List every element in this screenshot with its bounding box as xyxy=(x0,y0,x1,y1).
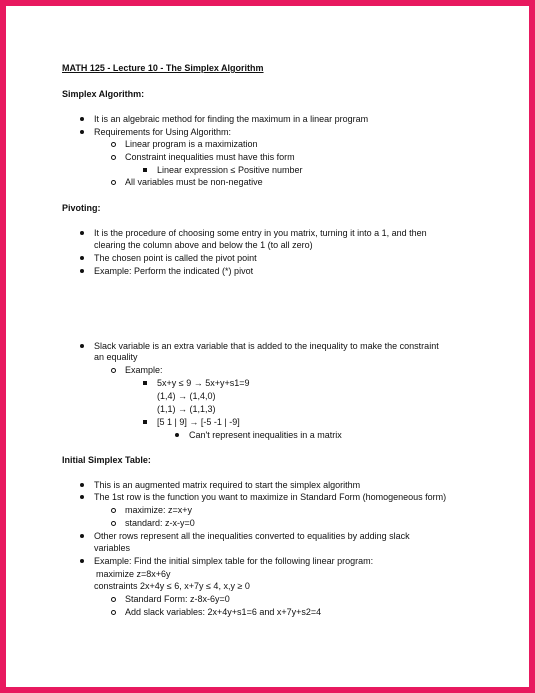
list-item: It is an algebraic method for finding the maximum in a linear program xyxy=(94,114,369,124)
list-item: Example: Perform the indicated (*) pivot xyxy=(94,266,254,276)
page-title: MATH 125 - Lecture 10 - The Simplex Algorithm xyxy=(62,63,264,73)
list-item: Example: Find the initial simplex table for the following linear program: xyxy=(94,556,374,566)
list-item: Constraint inequalities must have this form xyxy=(125,152,295,162)
list-item: Linear program is a maximization xyxy=(125,139,258,149)
section-heading-simplex: Simplex Algorithm: xyxy=(62,89,145,99)
list-item: Standard Form: z-8x-6y=0 xyxy=(125,594,230,604)
list-item: All variables must be non-negative xyxy=(125,177,263,187)
list-item: The 1st row is the function you want to maximize in Standard Form (homogeneous form) xyxy=(94,492,447,502)
list-item: Slack variable is an extra variable that is added to the inequality to make the constraint xyxy=(94,341,439,351)
example-line: constraints 2x+4y ≤ 6, x+7y ≤ 4, x,y ≥ 0 xyxy=(94,581,250,591)
list-item: standard: z-x-y=0 xyxy=(125,518,195,528)
list-item: 5x+y ≤ 9 → 5x+y+s1=9 xyxy=(157,378,250,388)
example-line: (1,4) → (1,4,0) xyxy=(157,391,216,401)
list-item: The chosen point is called the pivot point xyxy=(94,253,257,263)
list-item: [5 1 | 9] → [-5 -1 | -9] xyxy=(157,417,240,427)
list-item-continuation: an equality xyxy=(94,352,138,362)
list-item: Example: xyxy=(125,365,163,375)
list-item-continuation: variables xyxy=(94,543,131,553)
list-item-continuation: clearing the column above and below the 1 (to all zero) xyxy=(94,240,313,250)
section-heading-initial-table: Initial Simplex Table: xyxy=(62,455,151,465)
list-item: Requirements for Using Algorithm: xyxy=(94,127,232,137)
list-item: Linear expression ≤ Positive number xyxy=(157,165,303,175)
section-heading-pivoting: Pivoting: xyxy=(62,203,101,213)
list-item: It is the procedure of choosing some entry in you matrix, turning it into a 1, and then xyxy=(94,228,427,238)
list-item: Add slack variables: 2x+4y+s1=6 and x+7y+s2=4 xyxy=(125,607,322,617)
example-line: (1,1) → (1,1,3) xyxy=(157,404,216,414)
list-item: This is an augmented matrix required to start the simplex algorithm xyxy=(94,480,361,490)
example-line: maximize z=8x+6y xyxy=(96,569,171,579)
list-item: Other rows represent all the inequalities converted to equalities by adding slack xyxy=(94,531,410,541)
list-item: Can't represent inequalities in a matrix xyxy=(189,430,342,440)
list-item: maximize: z=x+y xyxy=(125,505,193,515)
